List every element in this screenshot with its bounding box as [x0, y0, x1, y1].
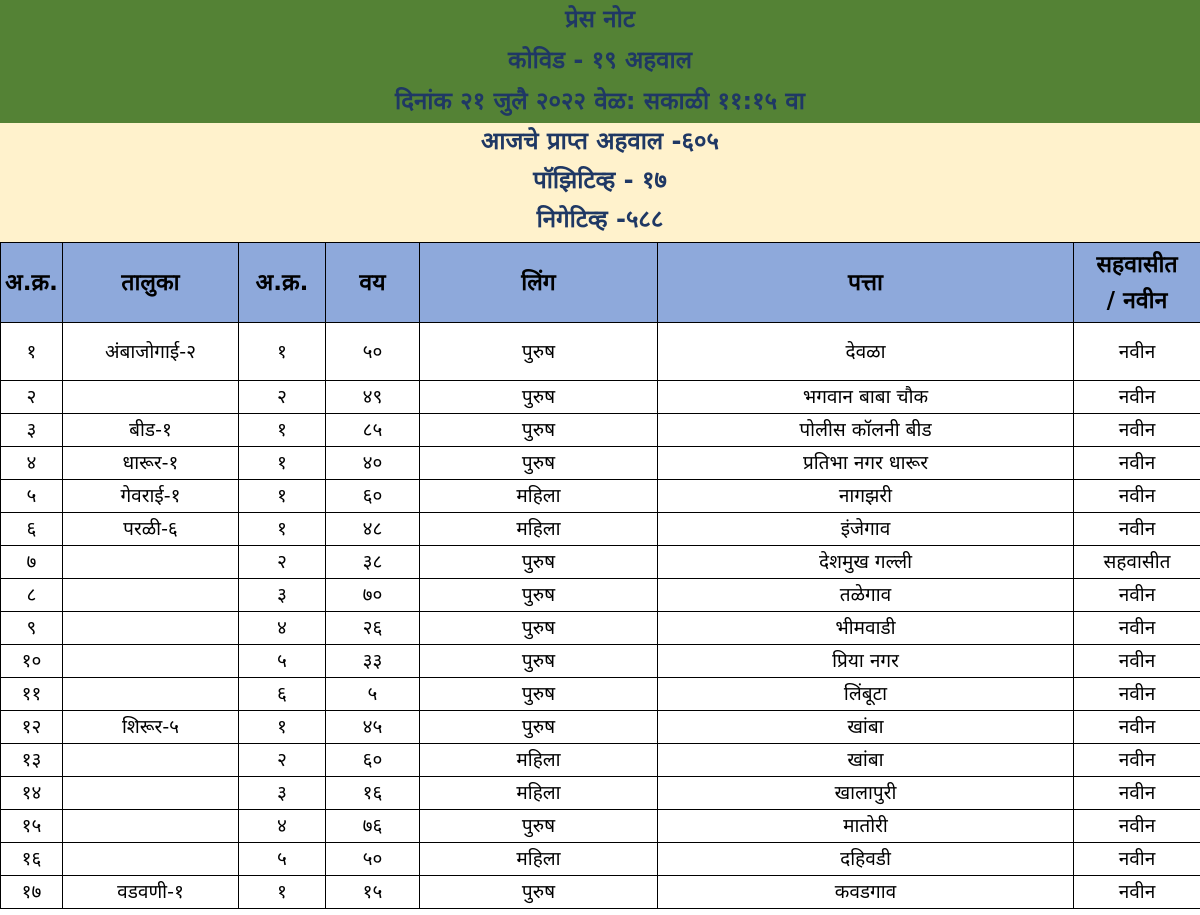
cell-sr: ९	[1, 612, 63, 645]
col-header-age: वय	[326, 243, 420, 323]
cell-type: नवीन	[1074, 678, 1200, 711]
cell-type: नवीन	[1074, 744, 1200, 777]
cell-sub-sr: ४	[239, 810, 326, 843]
cell-address: प्रिया नगर	[658, 645, 1074, 678]
col-header-sub-sr: अ.क्र.	[239, 243, 326, 323]
cell-address: तळेगाव	[658, 579, 1074, 612]
cell-age: ४०	[326, 447, 420, 480]
positive-count: पॉझिटिव्ह - १७	[533, 166, 667, 194]
cell-sr: ७	[1, 546, 63, 579]
cell-sr: २	[1, 381, 63, 414]
report-title: कोविड - १९ अहवाल	[508, 46, 692, 74]
cell-sr: ११	[1, 678, 63, 711]
cell-gender: महिला	[420, 744, 658, 777]
table-row	[1, 447, 1200, 480]
cell-sub-sr: २	[239, 546, 326, 579]
cell-taluka	[63, 843, 239, 876]
cell-gender: पुरुष	[420, 612, 658, 645]
cell-gender: महिला	[420, 480, 658, 513]
table-header-row	[1, 243, 1200, 323]
cell-sr: १	[1, 323, 63, 381]
cell-address: इंजेगाव	[658, 513, 1074, 546]
cell-sub-sr: १	[239, 447, 326, 480]
cell-address: प्रतिभा नगर धारूर	[658, 447, 1074, 480]
cell-type: नवीन	[1074, 579, 1200, 612]
cell-taluka: परळी-६	[63, 513, 239, 546]
cell-sub-sr: २	[239, 744, 326, 777]
cell-sub-sr: ३	[239, 579, 326, 612]
cell-age: ३८	[326, 546, 420, 579]
table-row	[1, 645, 1200, 678]
cell-type: नवीन	[1074, 711, 1200, 744]
cell-sr: ५	[1, 480, 63, 513]
cell-age: ७०	[326, 579, 420, 612]
cell-taluka	[63, 579, 239, 612]
cell-age: ७६	[326, 810, 420, 843]
cell-address: देशमुख गल्ली	[658, 546, 1074, 579]
cell-address: देवळा	[658, 323, 1074, 381]
cell-taluka	[63, 612, 239, 645]
cell-sub-sr: ४	[239, 612, 326, 645]
cell-taluka: अंबाजोगाई-२	[63, 323, 239, 381]
table-row	[1, 546, 1200, 579]
table-row	[1, 612, 1200, 645]
table-row	[1, 678, 1200, 711]
cell-sub-sr: २	[239, 381, 326, 414]
table-row	[1, 323, 1200, 381]
cell-address: भीमवाडी	[658, 612, 1074, 645]
cell-address: नागझरी	[658, 480, 1074, 513]
cell-taluka: बीड-१	[63, 414, 239, 447]
cell-taluka	[63, 381, 239, 414]
col-header-gender: लिंग	[420, 243, 658, 323]
cell-sub-sr: १	[239, 876, 326, 909]
cell-age: ४५	[326, 711, 420, 744]
cell-sr: ८	[1, 579, 63, 612]
cell-sr: १३	[1, 744, 63, 777]
cell-gender: महिला	[420, 513, 658, 546]
cell-type: नवीन	[1074, 480, 1200, 513]
cell-sr: ६	[1, 513, 63, 546]
cell-taluka	[63, 678, 239, 711]
cell-address: पोलीस कॉलनी बीड	[658, 414, 1074, 447]
cell-sub-sr: १	[239, 480, 326, 513]
cell-sub-sr: ६	[239, 678, 326, 711]
table-row	[1, 876, 1200, 909]
cell-address: दहिवडी	[658, 843, 1074, 876]
cell-sr: ४	[1, 447, 63, 480]
cell-age: ३३	[326, 645, 420, 678]
table-row	[1, 777, 1200, 810]
cell-gender: पुरुष	[420, 579, 658, 612]
cell-age: ६०	[326, 480, 420, 513]
cell-address: कवडगाव	[658, 876, 1074, 909]
cell-sr: १६	[1, 843, 63, 876]
cell-gender: पुरुष	[420, 414, 658, 447]
col-header-taluka: तालुका	[63, 243, 239, 323]
negative-count: निगेटिव्ह -५८८	[536, 205, 664, 233]
cell-age: ५०	[326, 323, 420, 381]
cell-sr: १२	[1, 711, 63, 744]
cell-type: नवीन	[1074, 777, 1200, 810]
cell-sr: १०	[1, 645, 63, 678]
cell-taluka	[63, 645, 239, 678]
cell-taluka: धारूर-१	[63, 447, 239, 480]
table-row	[1, 843, 1200, 876]
cell-sub-sr: ५	[239, 843, 326, 876]
col-header-sr: अ.क्र.	[1, 243, 63, 323]
cell-taluka: शिरूर-५	[63, 711, 239, 744]
table-row	[1, 810, 1200, 843]
table-row	[1, 381, 1200, 414]
col-header-address: पत्ता	[658, 243, 1074, 323]
cell-gender: पुरुष	[420, 876, 658, 909]
cell-gender: पुरुष	[420, 323, 658, 381]
cell-sub-sr: १	[239, 323, 326, 381]
cell-sub-sr: १	[239, 414, 326, 447]
cell-address: लिंबूटा	[658, 678, 1074, 711]
cell-taluka	[63, 810, 239, 843]
cell-type: नवीन	[1074, 612, 1200, 645]
table-row	[1, 513, 1200, 546]
cell-sr: १७	[1, 876, 63, 909]
cell-gender: पुरुष	[420, 645, 658, 678]
cell-sr: १५	[1, 810, 63, 843]
table-row	[1, 711, 1200, 744]
cell-type: नवीन	[1074, 447, 1200, 480]
cell-gender: पुरुष	[420, 678, 658, 711]
report-date: दिनांक २१ जुलै २०२२ वेळ: सकाळी ११:१५ वा	[395, 87, 805, 115]
col-header-contact	[1074, 243, 1200, 323]
cell-age: ५०	[326, 843, 420, 876]
cell-type: नवीन	[1074, 876, 1200, 909]
cell-age: ५	[326, 678, 420, 711]
cell-type: नवीन	[1074, 645, 1200, 678]
cell-sub-sr: ३	[239, 777, 326, 810]
cell-gender: पुरुष	[420, 381, 658, 414]
col-header-contact-line1: सहवासीत	[1096, 251, 1178, 278]
reports-received: आजचे प्राप्त अहवाल -६०५	[481, 127, 719, 155]
cell-address: खांबा	[658, 744, 1074, 777]
cell-taluka	[63, 777, 239, 810]
cell-sub-sr: ५	[239, 645, 326, 678]
cell-address: खांबा	[658, 711, 1074, 744]
cell-sr: १४	[1, 777, 63, 810]
col-header-contact-line2: / नवीन	[1106, 287, 1168, 314]
cell-age: ६०	[326, 744, 420, 777]
cell-gender: पुरुष	[420, 711, 658, 744]
press-note-title: प्रेस नोट	[565, 5, 635, 33]
cell-sub-sr: १	[239, 513, 326, 546]
cell-age: २६	[326, 612, 420, 645]
cell-type: नवीन	[1074, 843, 1200, 876]
table-row	[1, 414, 1200, 447]
cell-gender: महिला	[420, 843, 658, 876]
table-row	[1, 579, 1200, 612]
cell-age: ४८	[326, 513, 420, 546]
cell-type: नवीन	[1074, 381, 1200, 414]
table-row	[1, 744, 1200, 777]
cell-gender: पुरुष	[420, 810, 658, 843]
cell-type: नवीन	[1074, 810, 1200, 843]
cell-type: नवीन	[1074, 513, 1200, 546]
cell-age: ८५	[326, 414, 420, 447]
cell-type: नवीन	[1074, 323, 1200, 381]
cell-type: नवीन	[1074, 414, 1200, 447]
cell-taluka: वडवणी-१	[63, 876, 239, 909]
cell-taluka	[63, 546, 239, 579]
cell-age: ४९	[326, 381, 420, 414]
cell-gender: महिला	[420, 777, 658, 810]
cell-sr: ३	[1, 414, 63, 447]
cases-table	[0, 242, 1200, 909]
cell-address: भगवान बाबा चौक	[658, 381, 1074, 414]
cell-address: खालापुरी	[658, 777, 1074, 810]
table-row	[1, 480, 1200, 513]
cell-gender: पुरुष	[420, 546, 658, 579]
cell-address: मातोरी	[658, 810, 1074, 843]
cell-gender: पुरुष	[420, 447, 658, 480]
cell-age: १६	[326, 777, 420, 810]
cell-taluka	[63, 744, 239, 777]
cell-taluka: गेवराई-१	[63, 480, 239, 513]
cell-type: सहवासीत	[1074, 546, 1200, 579]
cell-sub-sr: १	[239, 711, 326, 744]
cell-age: १५	[326, 876, 420, 909]
